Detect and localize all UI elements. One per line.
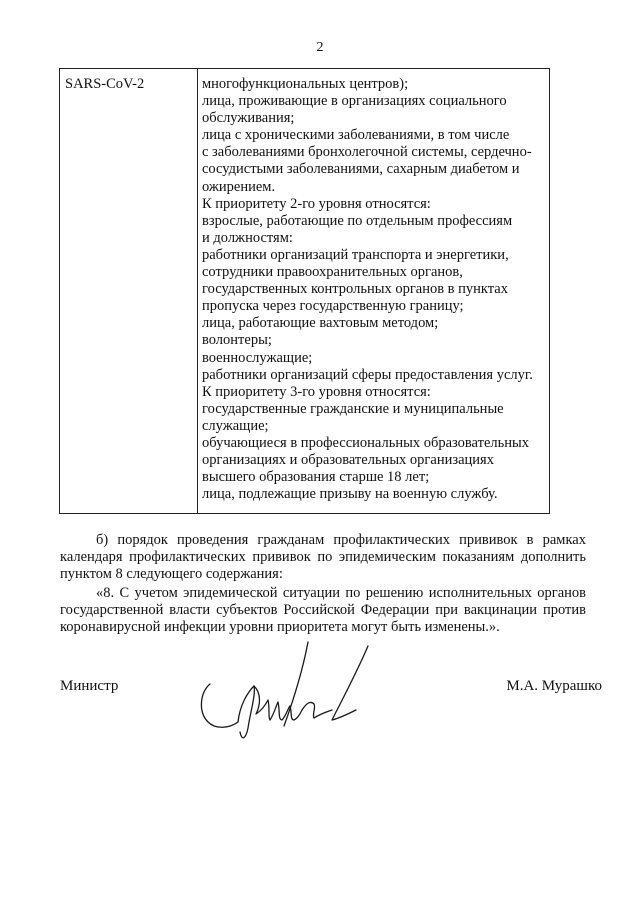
table-line: К приоритету 3-го уровня относятся: <box>202 383 431 400</box>
paragraph-b-text: б) порядок проведения гражданам профилактических прививок в рамках календаря профилактических прививок по эпидемическим показаниям дополнить пунктом 8 следующего содержания: <box>60 532 586 583</box>
table-line: лица, проживающие в организациях социального <box>202 93 507 110</box>
table-line: сосудистыми заболеваниями, сахарным диабетом и <box>202 161 520 178</box>
paragraph-8-text: «8. С учетом эпидемической ситуации по решению исполнительных органов государственной власти субъектов Российской Федерации при вакцинации против коронавирусной инфекции уровни приоритета могут быть изменены.». <box>60 585 586 636</box>
table-line: многофункциональных центров); <box>202 76 409 92</box>
signatory-title: Министр <box>60 678 119 694</box>
table-line: государственных контрольных органов в пунктах <box>202 281 508 298</box>
table-line: ожирением. <box>202 178 276 195</box>
table-line: организациях и образовательных организациях <box>202 452 494 469</box>
page-number: 2 <box>316 40 324 55</box>
table-line: и должностям: <box>202 229 293 246</box>
handwritten-signature <box>196 634 386 744</box>
priority-table <box>59 68 550 514</box>
table-line: обслуживания; <box>202 110 295 127</box>
table-line: сотрудники правоохранительных органов, <box>202 264 463 281</box>
table-line: К приоритету 2-го уровня относятся: <box>202 195 431 212</box>
signatory-name: М.А. Мурашко <box>506 678 602 694</box>
table-line: с заболеваниями бронхолегочной системы, сердечно- <box>202 144 532 161</box>
table-left-cell: SARS-CoV-2 <box>65 76 145 92</box>
table-right-cell <box>202 76 547 503</box>
table-line: работники организаций сферы предоставления услуг. <box>202 366 533 383</box>
table-line: лица с хроническими заболеваниями, в том числе <box>202 127 510 144</box>
table-line: государственные гражданские и муниципальные <box>202 400 504 417</box>
table-line: волонтеры; <box>202 332 272 349</box>
table-line: служащие; <box>202 417 269 434</box>
table-line: работники организаций транспорта и энергетики, <box>202 246 509 263</box>
table-line: военнослужащие; <box>202 349 313 366</box>
table-line: обучающиеся в профессиональных образовательных <box>202 434 529 451</box>
table-line: взрослые, работающие по отдельным профессиям <box>202 212 513 229</box>
table-line: высшего образования старше 18 лет; <box>202 469 430 486</box>
table-line: пропуска через государственную границу; <box>202 298 464 315</box>
paragraph-b <box>60 532 586 583</box>
table-column-divider <box>197 69 198 513</box>
table-line: лица, работающие вахтовым методом; <box>202 315 439 332</box>
paragraph-8 <box>60 585 586 636</box>
table-line: лица, подлежащие призыву на военную службу. <box>202 486 498 503</box>
